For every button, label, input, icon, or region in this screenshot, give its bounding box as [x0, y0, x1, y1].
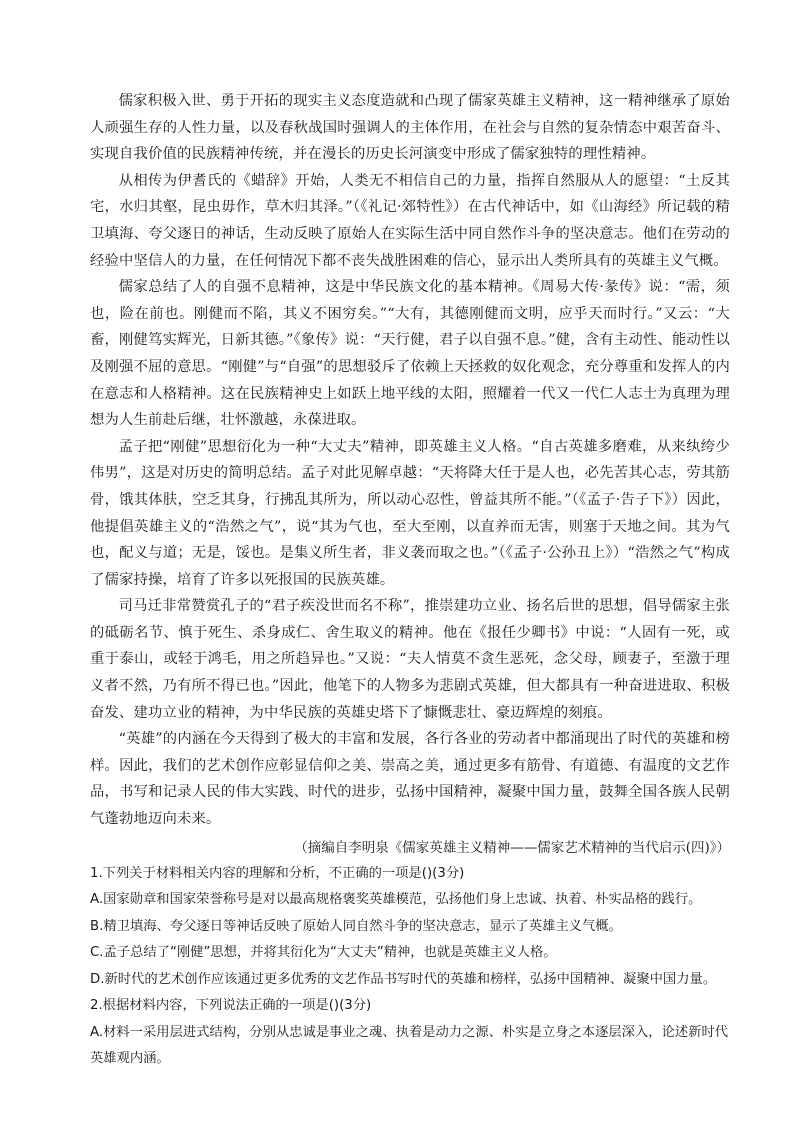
answer-option: B.精卫填海、夸父逐日等神话反映了原始人同自然斗争的坚决意志，显示了英雄主义气概。	[90, 918, 622, 934]
question-stem: 2.根据材料内容，下列说法正确的一项是()(3分)	[90, 998, 372, 1014]
article-source: （摘编自李明泉《儒家英雄主义精神——儒家艺术精神的当代启示(四)》）	[294, 839, 730, 856]
article-paragraph: 儒家积极入世、勇于开拓的现实主义态度造就和凸现了儒家英雄主义精神，这一精神继承了原始人顽强生存的人性力量，以及春秋战国时强调人的主体作用，在社会与自然的复杂情态中艰苦奋斗、实现自我价值的民族精神传统，并在漫长的历史长河演变中形成了儒家独特的理性精神。	[90, 93, 730, 163]
question-1	[90, 861, 730, 994]
article-paragraph: 孟子把“刚健”思想衍化为一种“大丈夫”精神，即英雄主义人格。“自古英雄多磨难，从来纨绔少伟男”，这是对历史的简明总结。孟子对此见解卓越：“天将降大任于是人也，必先苦其心志，劳其筋骨，饿其体肤，空乏其身，行拂乱其所为，所以动心忍性，曾益其所不能。”（《孟子·告子下》）因此，他提倡英雄主义的“浩然之气”，说“其为气也，至大至刚，以直养而无害，则塞于天地之间。其为气也，配义与道；无是，馁也。是集义所生者，非义袭而取之也。”（《孟子·公孙丑上》）“浩然之气”构成了儒家持操，培育了许多以死报国的民族英雄。	[90, 438, 730, 588]
article-paragraph: 司马迁非常赞赏孔子的“君子疾没世而名不称”，推崇建功立业、扬名后世的思想，倡导儒家主张的砥砺名节、慎于死生、杀身成仁、舍生取义的精神。他在《报任少卿书》中说：“人固有一死，或重于泰山，或轻于鸿毛，用之所趋异也。”又说：“夫人情莫不贪生恶死，念父母，顾妻子，至激于理义者不然，乃有所不得已也。”因此，他笔下的人物多为悲剧式英雄，但大都具有一种奋进进取、积极奋发、建功立业的精神，为中华民族的英雄史塔下了慷慨悲壮、豪迈辉煌的刻痕。	[90, 598, 730, 721]
document-page	[90, 88, 730, 1073]
answer-option: A.国家勋章和国家荣誉称号是对以最高规格褒奖英雄模范，弘扬他们身上忠诚、执着、朴实品格的践行。	[90, 892, 702, 908]
answer-option: D.新时代的艺术创作应该通过更多优秀的文艺作品书写时代的英雄和榜样，弘扬中国精神、凝聚中国力量。	[90, 971, 717, 987]
article-paragraph: “英雄”的内涵在今天得到了极大的丰富和发展，各行各业的劳动者中都涌现出了时代的英雄和榜样。因此，我们的艺术创作应彰显信仰之美、崇高之美，通过更多有筋骨、有道德、有温度的文艺作品，书写和记录人民的伟大实践、时代的进步，弘扬中国精神，凝聚中国力量，鼓舞全国各族人民朝气蓬勃地迈向未来。	[90, 731, 730, 828]
article-paragraph: 从相传为伊耆氏的《蜡辞》开始，人类无不相信自己的力量，指挥自然服从人的愿望：“土反其宅，水归其壑，昆虫毋作，草木归其泽。”（《礼记·郊特性》）在古代神话中，如《山海经》所记载的精卫填海、夸父逐日的神话，生动反映了原始人在实际生活中同自然作斗争的坚决意志。他们在劳动的经验中坚信人的力量，在任何情况下都不丧失战胜困难的信心，显示出人类所具有的英雄主义气概。	[90, 172, 730, 269]
answer-option: C.孟子总结了“刚健”思想，并将其衍化为“大丈夫”精神，也就是英雄主义人格。	[90, 945, 557, 961]
answer-option: A.材料一采用层进式结构，分别从忠诚是事业之魂、执着是动力之源、朴实是立身之本逐层深入，论述新时代英雄观内涵。	[90, 1024, 729, 1067]
article-body	[90, 88, 730, 833]
question-stem: 1.下列关于材料相关内容的理解和分析，不正确的一项是()(3分)	[90, 865, 465, 881]
question-2	[90, 993, 730, 1073]
article-paragraph: 儒家总结了人的自强不息精神，这是中华民族文化的基本精神。《周易大传·彖传》说：“需，须也，险在前也。刚健而不陷，其义不困穷矣。”“大有，其德刚健而文明，应乎天而时行。”又云：“大畜，刚健笃实辉光，日新其德。”《象传》说：“天行健，君子以自强不息。”健，含有主动性、能动性以及刚强不屈的意思。“刚健”与“自强”的思想驳斥了依赖上天拯救的奴化观念，充分尊重和发挥人的内在意志和人格精神。这在民族精神史上如跃上地平线的太阳，照耀着一代又一代仁人志士为真理为理想为人生前赴后继，壮怀激越，永葆进取。	[90, 279, 730, 429]
